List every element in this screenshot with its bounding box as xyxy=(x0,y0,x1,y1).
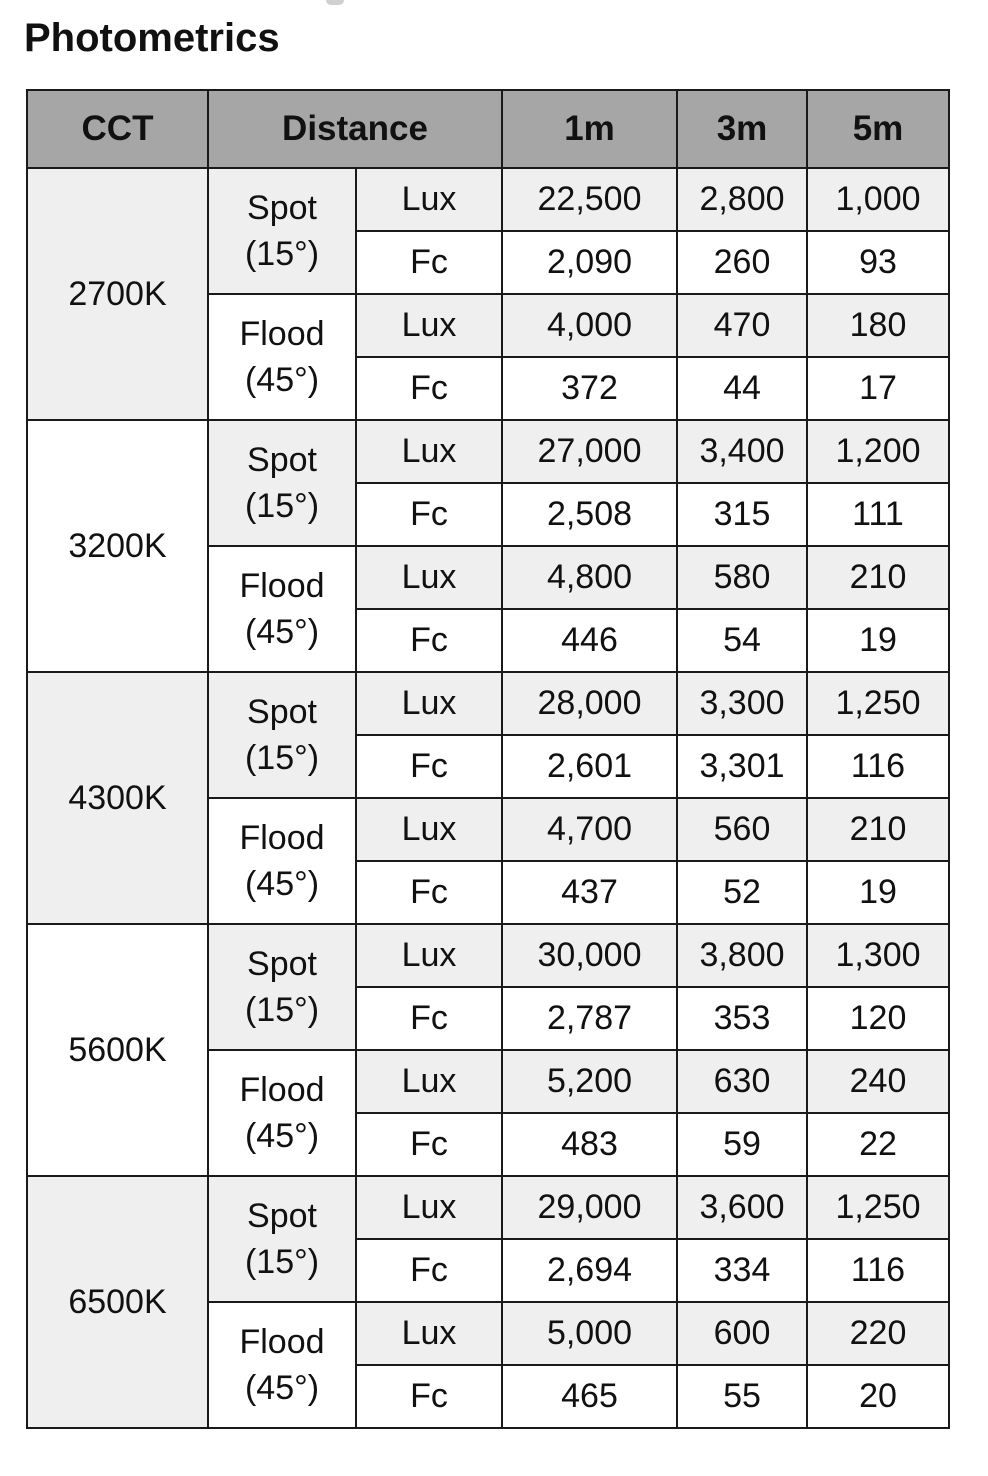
header-row xyxy=(27,90,949,168)
beam-name: Flood xyxy=(239,567,325,605)
value-5m: 1,000 xyxy=(807,168,949,231)
table-row xyxy=(27,420,949,483)
table-row xyxy=(27,672,949,735)
unit-cell: Lux xyxy=(356,546,502,609)
value-5m: 17 xyxy=(807,357,949,420)
beam-cell xyxy=(208,1302,356,1428)
table-row xyxy=(27,924,949,987)
unit-cell: Fc xyxy=(356,609,502,672)
value-3m: 3,800 xyxy=(677,924,807,987)
unit-cell: Fc xyxy=(356,1113,502,1176)
beam-name: Spot xyxy=(247,189,317,227)
unit-cell: Lux xyxy=(356,420,502,483)
value-1m: 2,601 xyxy=(502,735,677,798)
photometrics-table xyxy=(26,89,950,1429)
value-3m: 2,800 xyxy=(677,168,807,231)
beam-angle: (45°) xyxy=(244,613,320,651)
value-1m: 4,000 xyxy=(502,294,677,357)
value-1m: 483 xyxy=(502,1113,677,1176)
value-3m: 580 xyxy=(677,546,807,609)
value-1m: 2,694 xyxy=(502,1239,677,1302)
beam-angle: (15°) xyxy=(244,235,320,273)
beam-angle: (45°) xyxy=(244,1117,320,1155)
value-1m: 2,090 xyxy=(502,231,677,294)
beam-name: Spot xyxy=(247,1197,317,1235)
value-5m: 1,250 xyxy=(807,672,949,735)
value-1m: 29,000 xyxy=(502,1176,677,1239)
value-3m: 600 xyxy=(677,1302,807,1365)
value-3m: 334 xyxy=(677,1239,807,1302)
value-1m: 30,000 xyxy=(502,924,677,987)
value-5m: 120 xyxy=(807,987,949,1050)
unit-cell: Lux xyxy=(356,1302,502,1365)
beam-name: Spot xyxy=(247,945,317,983)
value-5m: 116 xyxy=(807,735,949,798)
beam-name: Flood xyxy=(239,315,325,353)
beam-name: Spot xyxy=(247,693,317,731)
header-distance: Distance xyxy=(208,90,502,168)
value-5m: 210 xyxy=(807,798,949,861)
beam-cell xyxy=(208,1050,356,1176)
beam-name: Flood xyxy=(239,1071,325,1109)
value-3m: 3,300 xyxy=(677,672,807,735)
beam-angle: (15°) xyxy=(244,487,320,525)
value-1m: 22,500 xyxy=(502,168,677,231)
value-5m: 116 xyxy=(807,1239,949,1302)
unit-cell: Lux xyxy=(356,672,502,735)
page-title: Photometrics xyxy=(24,16,280,60)
header-cct: CCT xyxy=(27,90,208,168)
value-5m: 220 xyxy=(807,1302,949,1365)
value-3m: 260 xyxy=(677,231,807,294)
beam-cell xyxy=(208,420,356,546)
value-5m: 180 xyxy=(807,294,949,357)
value-1m: 27,000 xyxy=(502,420,677,483)
cct-cell: 2700K xyxy=(27,168,208,420)
beam-cell xyxy=(208,1176,356,1302)
beam-name: Flood xyxy=(239,819,325,857)
header-5m: 5m xyxy=(807,90,949,168)
value-1m: 5,000 xyxy=(502,1302,677,1365)
value-5m: 22 xyxy=(807,1113,949,1176)
value-1m: 446 xyxy=(502,609,677,672)
value-3m: 560 xyxy=(677,798,807,861)
unit-cell: Fc xyxy=(356,735,502,798)
cct-cell: 5600K xyxy=(27,924,208,1176)
value-3m: 470 xyxy=(677,294,807,357)
value-3m: 54 xyxy=(677,609,807,672)
unit-cell: Lux xyxy=(356,1050,502,1113)
value-1m: 2,508 xyxy=(502,483,677,546)
value-1m: 4,700 xyxy=(502,798,677,861)
value-3m: 353 xyxy=(677,987,807,1050)
beam-cell xyxy=(208,294,356,420)
beam-cell xyxy=(208,924,356,1050)
beam-cell xyxy=(208,168,356,294)
value-5m: 1,250 xyxy=(807,1176,949,1239)
value-3m: 52 xyxy=(677,861,807,924)
header-1m: 1m xyxy=(502,90,677,168)
unit-cell: Lux xyxy=(356,924,502,987)
unit-cell: Fc xyxy=(356,1365,502,1428)
value-1m: 4,800 xyxy=(502,546,677,609)
value-3m: 3,600 xyxy=(677,1176,807,1239)
value-5m: 19 xyxy=(807,609,949,672)
unit-cell: Fc xyxy=(356,861,502,924)
unit-cell: Fc xyxy=(356,231,502,294)
value-3m: 59 xyxy=(677,1113,807,1176)
beam-angle: (45°) xyxy=(244,1369,320,1407)
table-row xyxy=(27,168,949,231)
cct-cell: 6500K xyxy=(27,1176,208,1428)
value-5m: 20 xyxy=(807,1365,949,1428)
beam-angle: (45°) xyxy=(244,865,320,903)
value-5m: 111 xyxy=(807,483,949,546)
top-edge-mark xyxy=(326,0,344,5)
unit-cell: Lux xyxy=(356,168,502,231)
value-1m: 372 xyxy=(502,357,677,420)
value-5m: 210 xyxy=(807,546,949,609)
beam-cell xyxy=(208,546,356,672)
value-5m: 1,200 xyxy=(807,420,949,483)
value-5m: 93 xyxy=(807,231,949,294)
beam-name: Flood xyxy=(239,1323,325,1361)
value-5m: 240 xyxy=(807,1050,949,1113)
beam-angle: (15°) xyxy=(244,991,320,1029)
value-1m: 5,200 xyxy=(502,1050,677,1113)
value-3m: 55 xyxy=(677,1365,807,1428)
value-5m: 1,300 xyxy=(807,924,949,987)
value-1m: 437 xyxy=(502,861,677,924)
unit-cell: Lux xyxy=(356,1176,502,1239)
table-row xyxy=(27,1176,949,1239)
value-3m: 3,400 xyxy=(677,420,807,483)
beam-name: Spot xyxy=(247,441,317,479)
cct-cell: 4300K xyxy=(27,672,208,924)
beam-angle: (15°) xyxy=(244,739,320,777)
value-1m: 465 xyxy=(502,1365,677,1428)
unit-cell: Fc xyxy=(356,1239,502,1302)
unit-cell: Fc xyxy=(356,987,502,1050)
cct-cell: 3200K xyxy=(27,420,208,672)
unit-cell: Fc xyxy=(356,483,502,546)
unit-cell: Fc xyxy=(356,357,502,420)
value-3m: 3,301 xyxy=(677,735,807,798)
beam-angle: (45°) xyxy=(244,361,320,399)
value-3m: 315 xyxy=(677,483,807,546)
value-5m: 19 xyxy=(807,861,949,924)
beam-cell xyxy=(208,798,356,924)
unit-cell: Lux xyxy=(356,294,502,357)
beam-cell xyxy=(208,672,356,798)
header-3m: 3m xyxy=(677,90,807,168)
value-3m: 630 xyxy=(677,1050,807,1113)
value-3m: 44 xyxy=(677,357,807,420)
unit-cell: Lux xyxy=(356,798,502,861)
value-1m: 2,787 xyxy=(502,987,677,1050)
value-1m: 28,000 xyxy=(502,672,677,735)
beam-angle: (15°) xyxy=(244,1243,320,1281)
